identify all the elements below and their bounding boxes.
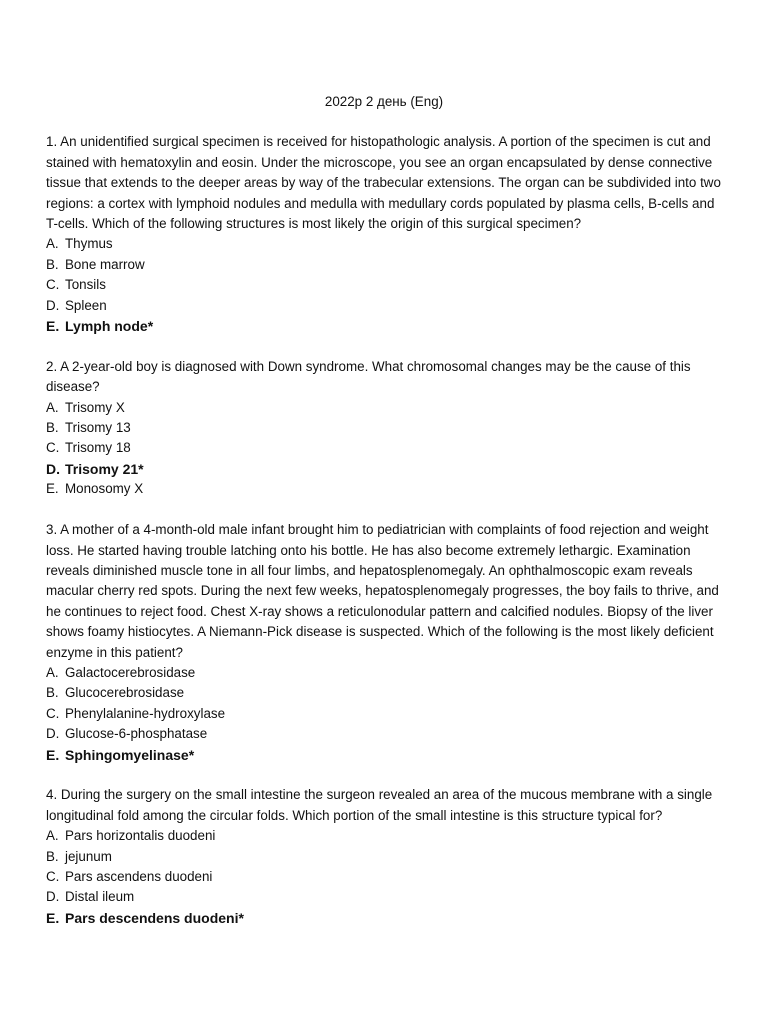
option-letter: C. [46,868,60,884]
question-1 [46,132,722,336]
document-title: 2022р 2 день (Eng) [324,94,444,109]
answer-option-a [46,398,722,418]
option-letter: B. [46,848,59,864]
option-letter: E. [46,318,60,335]
answer-option-c [46,438,722,458]
option-text: Monosomy X [65,481,144,497]
option-text: Phenylalanine-hydroxylase [65,705,226,721]
option-text: Pars descendens duodeni* [65,909,244,926]
option-text: Trisomy 18 [65,440,131,456]
question-3 [46,520,722,765]
option-letter: C. [46,705,60,721]
answer-option-b [46,847,722,867]
option-text: Distal ileum [65,889,135,905]
answer-option-a [46,234,722,254]
option-letter: B. [46,685,59,701]
answer-option-c [46,867,722,887]
option-text: Glucocerebrosidase [65,685,185,701]
option-text: Trisomy 21* [65,460,144,477]
answer-option-b [46,683,722,703]
question-stem: 4. During the surgery on the small intestine the surgeon revealed an area of the mucous membrane with a single longitudinal fold among the circular folds. Which portion of the small intestine is this structure typical for? [46,787,713,823]
answer-option-d [46,887,722,907]
option-letter: B. [46,420,59,436]
question-stem: 1. An unidentified surgical specimen is received for histopathologic analysis. A portion of the specimen is cut and stained with hematoxylin and eosin. Under the microscope, you see an organ encapsulated by dense connective tissue that extends to the deeper areas by way of the trabecular extensions. The organ can be subdivided into two regions: a cortex with lymphoid nodules and medulla with medullary cords populated by plasma cells, B-cells and T-cells. Which of the following structures is most likely the origin of this surgical specimen? [46,134,721,232]
option-text: Galactocerebrosidase [65,664,196,680]
option-letter: E. [46,909,60,926]
question-stem: 3. A mother of a 4-month-old male infant brought him to pediatrician with complaints of food rejection and weight loss. He started having trouble latching onto his bottle. He has also become extremely lethargic. Examination reveals diminished muscle tone in all four limbs, and hepatosplenomegaly. An ophthalmoscopic exam reveals macular cherry red spots. During the next few weeks, hepatosplenomegaly progresses, the boy fails to thrive, and he continues to reject food. Chest X-ray shows a reticulonodular pattern and calcified nodules. Biopsy of the liver shows foamy histiocytes. A Niemann-Pick disease is suspected. Which of the following is the most likely deficient enzyme in this patient? [46,522,719,660]
option-text: Pars ascendens duodeni [65,868,213,884]
option-letter: D. [46,726,60,742]
option-letter: A. [46,828,59,844]
answer-option-c [46,275,722,295]
option-letter: E. [46,481,59,497]
answer-option-e-correct [46,316,722,336]
option-text: Pars horizontalis duodeni [65,828,216,844]
answer-option-e-correct [46,745,722,765]
option-text: Sphingomyelinase* [65,746,195,763]
answer-option-c [46,704,722,724]
option-text: Thymus [65,236,113,252]
option-letter: A. [46,236,59,252]
option-text: Glucose-6-phosphatase [65,726,208,742]
option-letter: B. [46,256,59,272]
answer-option-d [46,296,722,316]
answer-option-b [46,255,722,275]
answer-option-d [46,724,722,744]
document-page [46,92,722,949]
option-text: Trisomy 13 [65,420,131,436]
answer-option-a [46,826,722,846]
option-text: jejunum [65,848,112,864]
option-letter: C. [46,440,60,456]
option-text: Bone marrow [65,256,145,272]
option-letter: A. [46,399,59,415]
option-letter: D. [46,889,60,905]
answer-option-a [46,663,722,683]
answer-option-e [46,479,722,499]
question-stem: 2. A 2-year-old boy is diagnosed with Down syndrome. What chromosomal changes may be the cause of this disease? [46,358,691,395]
answer-option-d-correct [46,459,722,479]
option-letter: A. [46,664,59,680]
answer-option-e-correct [46,908,722,928]
option-text: Spleen [65,297,107,313]
option-text: Lymph node* [65,318,154,335]
answer-option-b [46,418,722,438]
option-letter: D. [46,460,60,477]
option-text: Tonsils [65,277,106,293]
question-2 [46,357,722,500]
option-letter: C. [46,277,60,293]
option-letter: D. [46,297,60,313]
question-4 [46,785,722,928]
option-letter: E. [46,746,60,763]
option-text: Trisomy X [65,399,125,415]
